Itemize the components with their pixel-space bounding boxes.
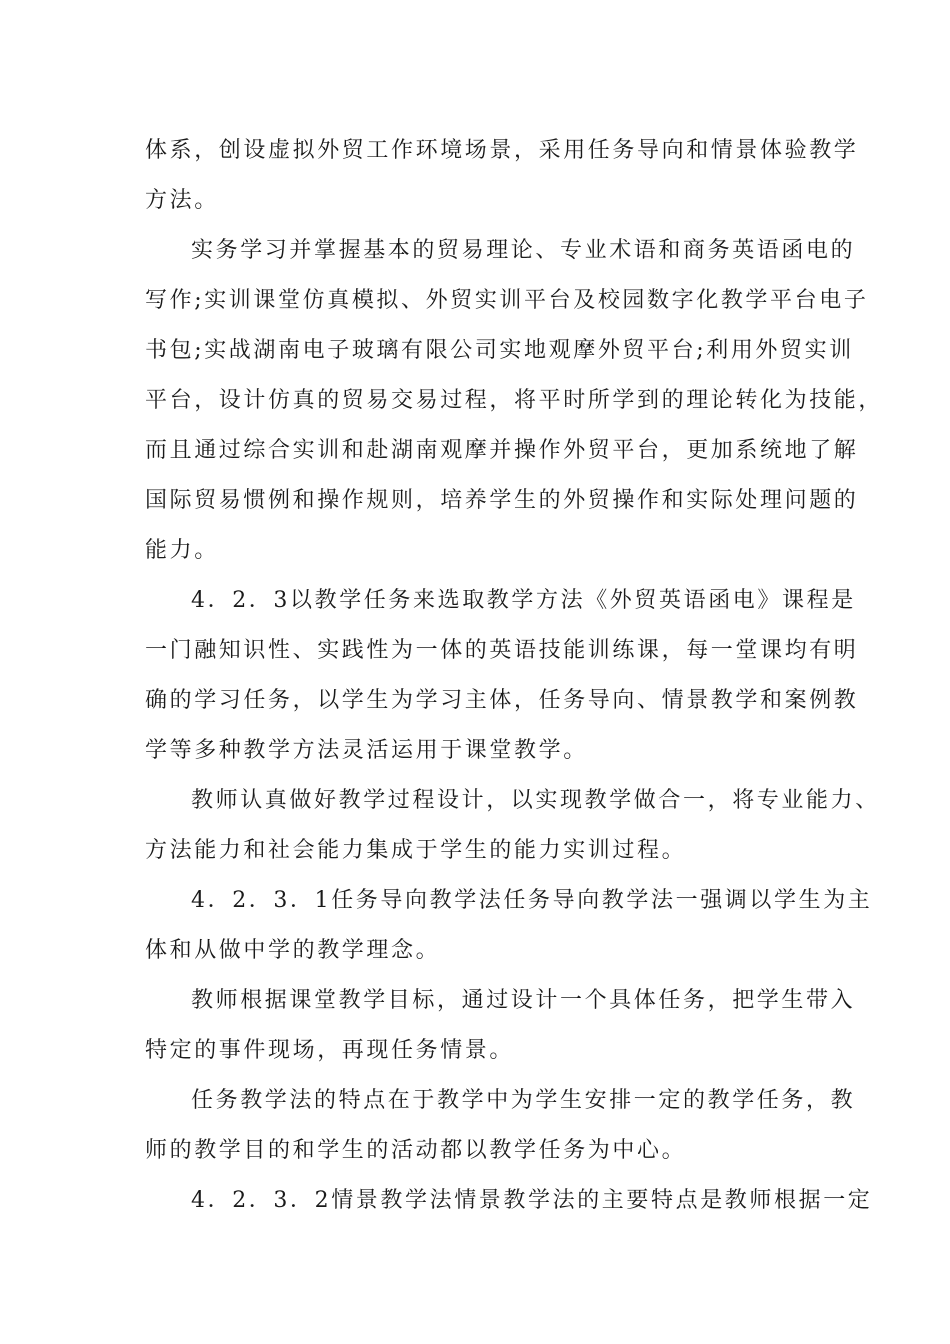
body-text-line: 书包;实战湖南电子玻璃有限公司实地观摩外贸平台;利用外贸实训 [145,338,854,363]
body-text-line: 平台，设计仿真的贸易交易过程，将平时所学到的理论转化为技能， [145,388,884,413]
body-text-line: 体系，创设虚拟外贸工作环境场景，采用任务导向和情景体验教学 [145,138,859,163]
body-text-line: 方法。 [145,188,219,213]
body-text-line: 学等多种教学方法灵活运用于课堂教学。 [145,738,588,763]
body-text-line: 一门融知识性、实践性为一体的英语技能训练课，每一堂课均有明 [145,638,859,663]
body-text-line: 能力。 [145,538,219,563]
body-text-line: 体和从做中学的教学理念。 [145,938,441,963]
section-heading-line: 4．2．3．1任务导向教学法任务导向教学法一强调以学生为主 [191,888,873,913]
body-text-line: 师的教学目的和学生的活动都以教学任务为中心。 [145,1138,687,1163]
paragraph-first-line: 任务教学法的特点在于教学中为学生安排一定的教学任务，教 [191,1088,856,1113]
body-text-line: 特定的事件现场，再现任务情景。 [145,1038,515,1063]
paragraph-first-line: 实务学习并掌握基本的贸易理论、专业术语和商务英语函电的 [191,238,856,263]
section-heading-line: 4．2．3．2情景教学法情景教学法的主要特点是教师根据一定 [191,1188,873,1213]
paragraph-first-line: 教师认真做好教学过程设计，以实现教学做合一，将专业能力、 [191,788,880,813]
body-text-line: 写作;实训课堂仿真模拟、外贸实训平台及校园数字化教学平台电子 [145,288,869,313]
paragraph-first-line: 教师根据课堂教学目标，通过设计一个具体任务，把学生带入 [191,988,856,1013]
body-text-line: 而且通过综合实训和赴湖南观摩并操作外贸平台，更加系统地了解 [145,438,859,463]
body-text-line: 方法能力和社会能力集成于学生的能力实训过程。 [145,838,687,863]
section-heading-line: 4．2．3以教学任务来选取教学方法《外贸英语函电》课程是 [191,588,856,613]
body-text-line: 确的学习任务，以学生为学习主体，任务导向、情景教学和案例教 [145,688,859,713]
body-text-line: 国际贸易惯例和操作规则，培养学生的外贸操作和实际处理问题的 [145,488,859,513]
